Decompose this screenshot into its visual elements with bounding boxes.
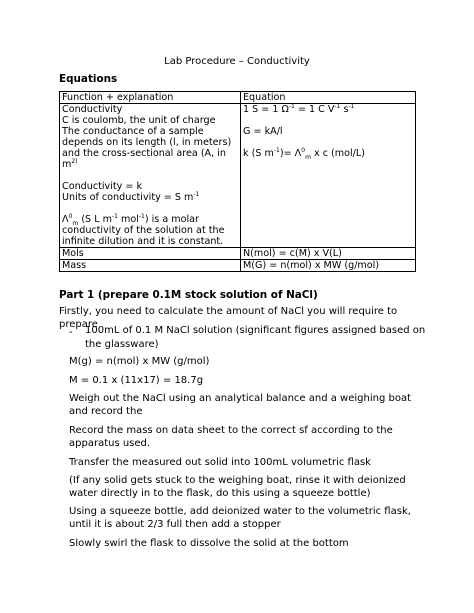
table-row-mols [60, 248, 416, 260]
table-header-row [60, 92, 416, 104]
table-row-conductivity [60, 104, 416, 248]
bullet-marker: - [69, 327, 73, 338]
text-line: G = kA/l [243, 126, 283, 137]
mass-label-cell: Mass [60, 260, 241, 272]
superscript: -1 [348, 102, 355, 110]
superscript: -1 [138, 212, 145, 220]
conductivity-equation-cell [241, 104, 416, 248]
part1-heading: Part 1 (prepare 0.1M stock solution of NaCl) [59, 289, 318, 301]
blank-line [243, 137, 413, 148]
text-line [62, 159, 238, 170]
equations-table [59, 91, 416, 272]
mols-equation-cell: N(mol) = c(M) x V(L) [241, 248, 416, 260]
text-line [243, 104, 413, 115]
superscript: 0 [301, 146, 306, 154]
blank-line [62, 170, 238, 181]
step-transfer: Transfer the measured out solid into 100mL volumetric flask [69, 457, 371, 468]
text-fragment: = 1 C V [294, 104, 335, 115]
text-line: and the cross-sectional area (A, in [62, 148, 226, 159]
text-fragment: 1 S = 1 Ω [243, 104, 289, 115]
step-swirl: Slowly swirl the flask to dissolve the solid at the bottom [69, 538, 349, 549]
conductivity-explanation-cell [60, 104, 241, 248]
intro-paragraph: Firstly, you need to calculate the amount of NaCl you will require to prepare [59, 306, 398, 330]
text-line: conductivity of the solution at the [62, 225, 225, 236]
blank-line [62, 203, 238, 214]
step-weigh: Weigh out the NaCl using an analytical balance and a weighing boat and record the [69, 393, 411, 417]
text-line [62, 214, 238, 225]
blank-line [243, 115, 413, 126]
header-equation: Equation [241, 92, 416, 104]
text-line: C is coulomb, the unit of charge [62, 115, 216, 126]
formula-mass: M(g) = n(mol) x MW (g/mol) [69, 356, 210, 367]
superscript: -1 [288, 102, 295, 110]
text-fragment: )= Λ [279, 148, 302, 159]
superscript: -1 [273, 146, 280, 154]
text-line [243, 148, 413, 159]
superscript: 2) [71, 157, 78, 165]
text-line: The conductance of a sample [62, 126, 204, 137]
superscript: 0 [68, 212, 73, 220]
subscript: m [305, 153, 311, 161]
page-title: Lab Procedure – Conductivity [164, 56, 310, 67]
header-function: Function + explanation [60, 92, 241, 104]
table-row-mass [60, 260, 416, 272]
text-line: Conductivity = k [62, 181, 142, 192]
subscript: m [72, 219, 79, 227]
text-fragment: Λ [62, 214, 69, 225]
step-note: (If any solid gets stuck to the weighing boat, rinse it with deionized water directly in to the flask, do this using a squeeze bottle) [69, 475, 406, 499]
text-fragment: (S L m [78, 214, 112, 225]
text-fragment: k (S m [243, 148, 274, 159]
mols-label-cell: Mols [60, 248, 241, 260]
formula-calculation: M = 0.1 x (11x17) = 18.7g [69, 375, 204, 386]
equations-heading: Equations [59, 73, 118, 85]
step-record: Record the mass on data sheet to the correct sf according to the apparatus used. [69, 425, 393, 449]
text-fragment: m [62, 159, 72, 170]
text-fragment: mol [117, 214, 139, 225]
text-line [62, 192, 238, 203]
text-line: Conductivity [62, 104, 123, 115]
superscript: -1 [193, 190, 200, 198]
text-line: infinite dilution and it is constant. [62, 236, 224, 247]
text-fragment: ) is a molar [144, 214, 199, 225]
text-fragment: x c (mol/L) [310, 148, 365, 159]
text-fragment: s [340, 104, 349, 115]
superscript: -1 [334, 102, 341, 110]
mass-equation-cell: M(G) = n(mol) x MW (g/mol) [241, 260, 416, 272]
step-squeeze-bottle: Using a squeeze bottle, add deionized water to the volumetric flask, until it is about 2/3 full then add a stopper [69, 506, 411, 530]
bullet-item: 100mL of 0.1 M NaCl solution (significant figures assigned based on the glassware) [85, 325, 426, 350]
text-fragment: Units of conductivity = S m [62, 192, 194, 203]
text-line: depends on its length (l, in meters) [62, 137, 232, 148]
superscript: -1 [111, 212, 118, 220]
